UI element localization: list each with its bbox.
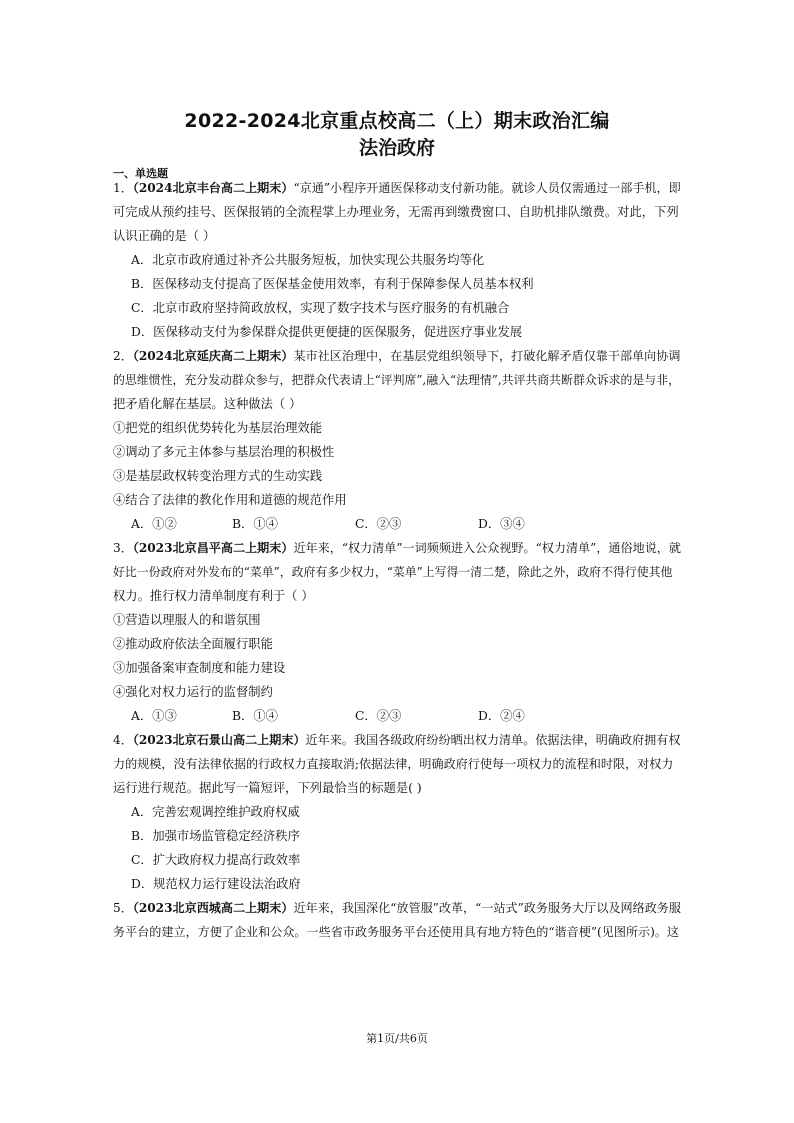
question-number: 5． [113, 901, 133, 915]
question-2-item-4: ④结合了法律的教化作用和道德的规范作用 [113, 493, 347, 507]
question-text: 某市社区治理中，在基层党组织领导下，打破化解矛盾仅靠干部单向协调 [293, 349, 681, 363]
question-1-option-a: A．北京市政府通过补齐公共服务短板，加快实现公共服务均等化 [131, 253, 485, 267]
question-4-line-1 [113, 728, 680, 752]
question-2-item-3: ③是基层政权转变治理方式的生动实践 [113, 469, 323, 483]
question-1-line-2: 可完成从预约挂号、医保报销的全流程掌上办理业务，无需再到缴费窗口、自助机排队缴费。对此，下列 [113, 205, 679, 219]
question-2-item-2: ②调动了多元主体参与基层治理的积极性 [113, 445, 335, 459]
question-2-line-2: 的思维惯性，充分发动群众参与，把群众代表请上“评判席”,融入“法理情”,共评共商共断群众诉求的是与非， [113, 373, 680, 387]
document-title: 2022-2024北京重点校高二（上）期末政治汇编 [184, 110, 610, 132]
question-4-line-3: 运行进行规范。据此写一篇短评，下列最恰当的标题是( ) [113, 781, 422, 795]
section-heading: 一、单选题 [113, 167, 168, 180]
question-5-line-1 [113, 896, 681, 920]
option-c: C．②③ [355, 517, 402, 531]
question-number: 2． [113, 349, 133, 363]
question-source: （2023北京西城高二上期末） [132, 901, 294, 915]
question-1-option-d: D．医保移动支付为参保群众提供更便捷的医保服务，促进医疗事业发展 [131, 325, 523, 339]
question-1-line-1 [113, 176, 681, 200]
question-4-option-a: A．完善宏观调控维护政府权威 [131, 805, 300, 819]
document-subtitle: 法治政府 [358, 137, 435, 159]
question-number: 1． [113, 181, 133, 195]
question-3-line-3: 权力。推行权力清单制度有利于（ ） [113, 589, 314, 603]
question-number: 4． [113, 733, 133, 747]
question-source: （2024北京延庆高二上期末） [132, 349, 294, 363]
question-1-option-c: C．北京市政府坚持简政放权，实现了数字技术与医疗服务的有机融合 [131, 301, 510, 315]
question-3-item-4: ④强化对权力运行的监督制约 [113, 685, 273, 699]
option-d: D．③④ [478, 517, 525, 531]
question-5-line-2: 务平台的建立，方便了企业和公众。一些省市政务服务平台还使用具有地方特色的“谐音梗”(见图所示)。这 [113, 925, 680, 939]
question-1-option-b: B．医保移动支付提高了医保基金使用效率，有利于保障参保人员基本权利 [131, 277, 534, 291]
option-c: C．②③ [355, 709, 402, 723]
question-3-options [131, 704, 611, 728]
option-b: B．①④ [232, 709, 278, 723]
question-4-line-2: 力的规模，没有法律依据的行政权力直接取消;依据法律，明确政府行使每一项权力的流程和时限，对权力 [113, 757, 674, 771]
question-2-line-3: 把矛盾化解在基层。这种做法（ ） [113, 397, 302, 411]
option-d: D．②④ [478, 709, 525, 723]
question-3-item-3: ③加强备案审查制度和能力建设 [113, 661, 286, 675]
question-source: （2023北京石景山高二上期末） [132, 733, 306, 747]
question-3-line-2: 好比一份政府对外发布的“菜单”，政府有多少权力，“菜单”上写得一清二楚，除此之外，政府不得行使其他 [113, 565, 673, 579]
question-1-line-3: 认识正确的是（ ） [113, 229, 216, 243]
question-4-option-c: C．扩大政府权力提高行政效率 [131, 853, 301, 867]
question-3-item-1: ①营造以理服人的和谐氛围 [113, 613, 261, 627]
question-4-option-b: B．加强市场监管稳定经济秩序 [131, 829, 300, 843]
question-text: “京通”小程序开通医保移动支付新功能。就诊人员仅需通过一部手机，即 [293, 181, 681, 195]
option-a: A．①③ [131, 709, 177, 723]
question-text: 近年来，“权力清单”一词频频进入公众视野。“权力清单”，通俗地说，就 [293, 541, 681, 555]
question-2-line-1 [113, 344, 680, 368]
question-source: （2024北京丰台高二上期末） [132, 181, 294, 195]
question-3-item-2: ②推动政府依法全面履行职能 [113, 637, 273, 651]
question-3-line-1 [113, 536, 681, 560]
question-4-option-d: D．规范权力运行建设法治政府 [131, 877, 301, 891]
question-2-options [131, 512, 611, 536]
question-text: 近年来。我国各级政府纷纷晒出权力清单。依据法律，明确政府拥有权 [305, 733, 681, 747]
page-footer: 第1页/共6页 [366, 1032, 428, 1045]
option-b: B．①④ [232, 517, 278, 531]
question-source: （2023北京昌平高二上期末） [132, 541, 294, 555]
question-2-item-1: ①把党的组织优势转化为基层治理效能 [113, 421, 323, 435]
question-number: 3． [113, 541, 133, 555]
question-text: 近年来，我国深化“放管服”改革，“一站式”政务服务大厅以及网络政务服 [293, 901, 681, 915]
option-a: A．①② [131, 517, 177, 531]
